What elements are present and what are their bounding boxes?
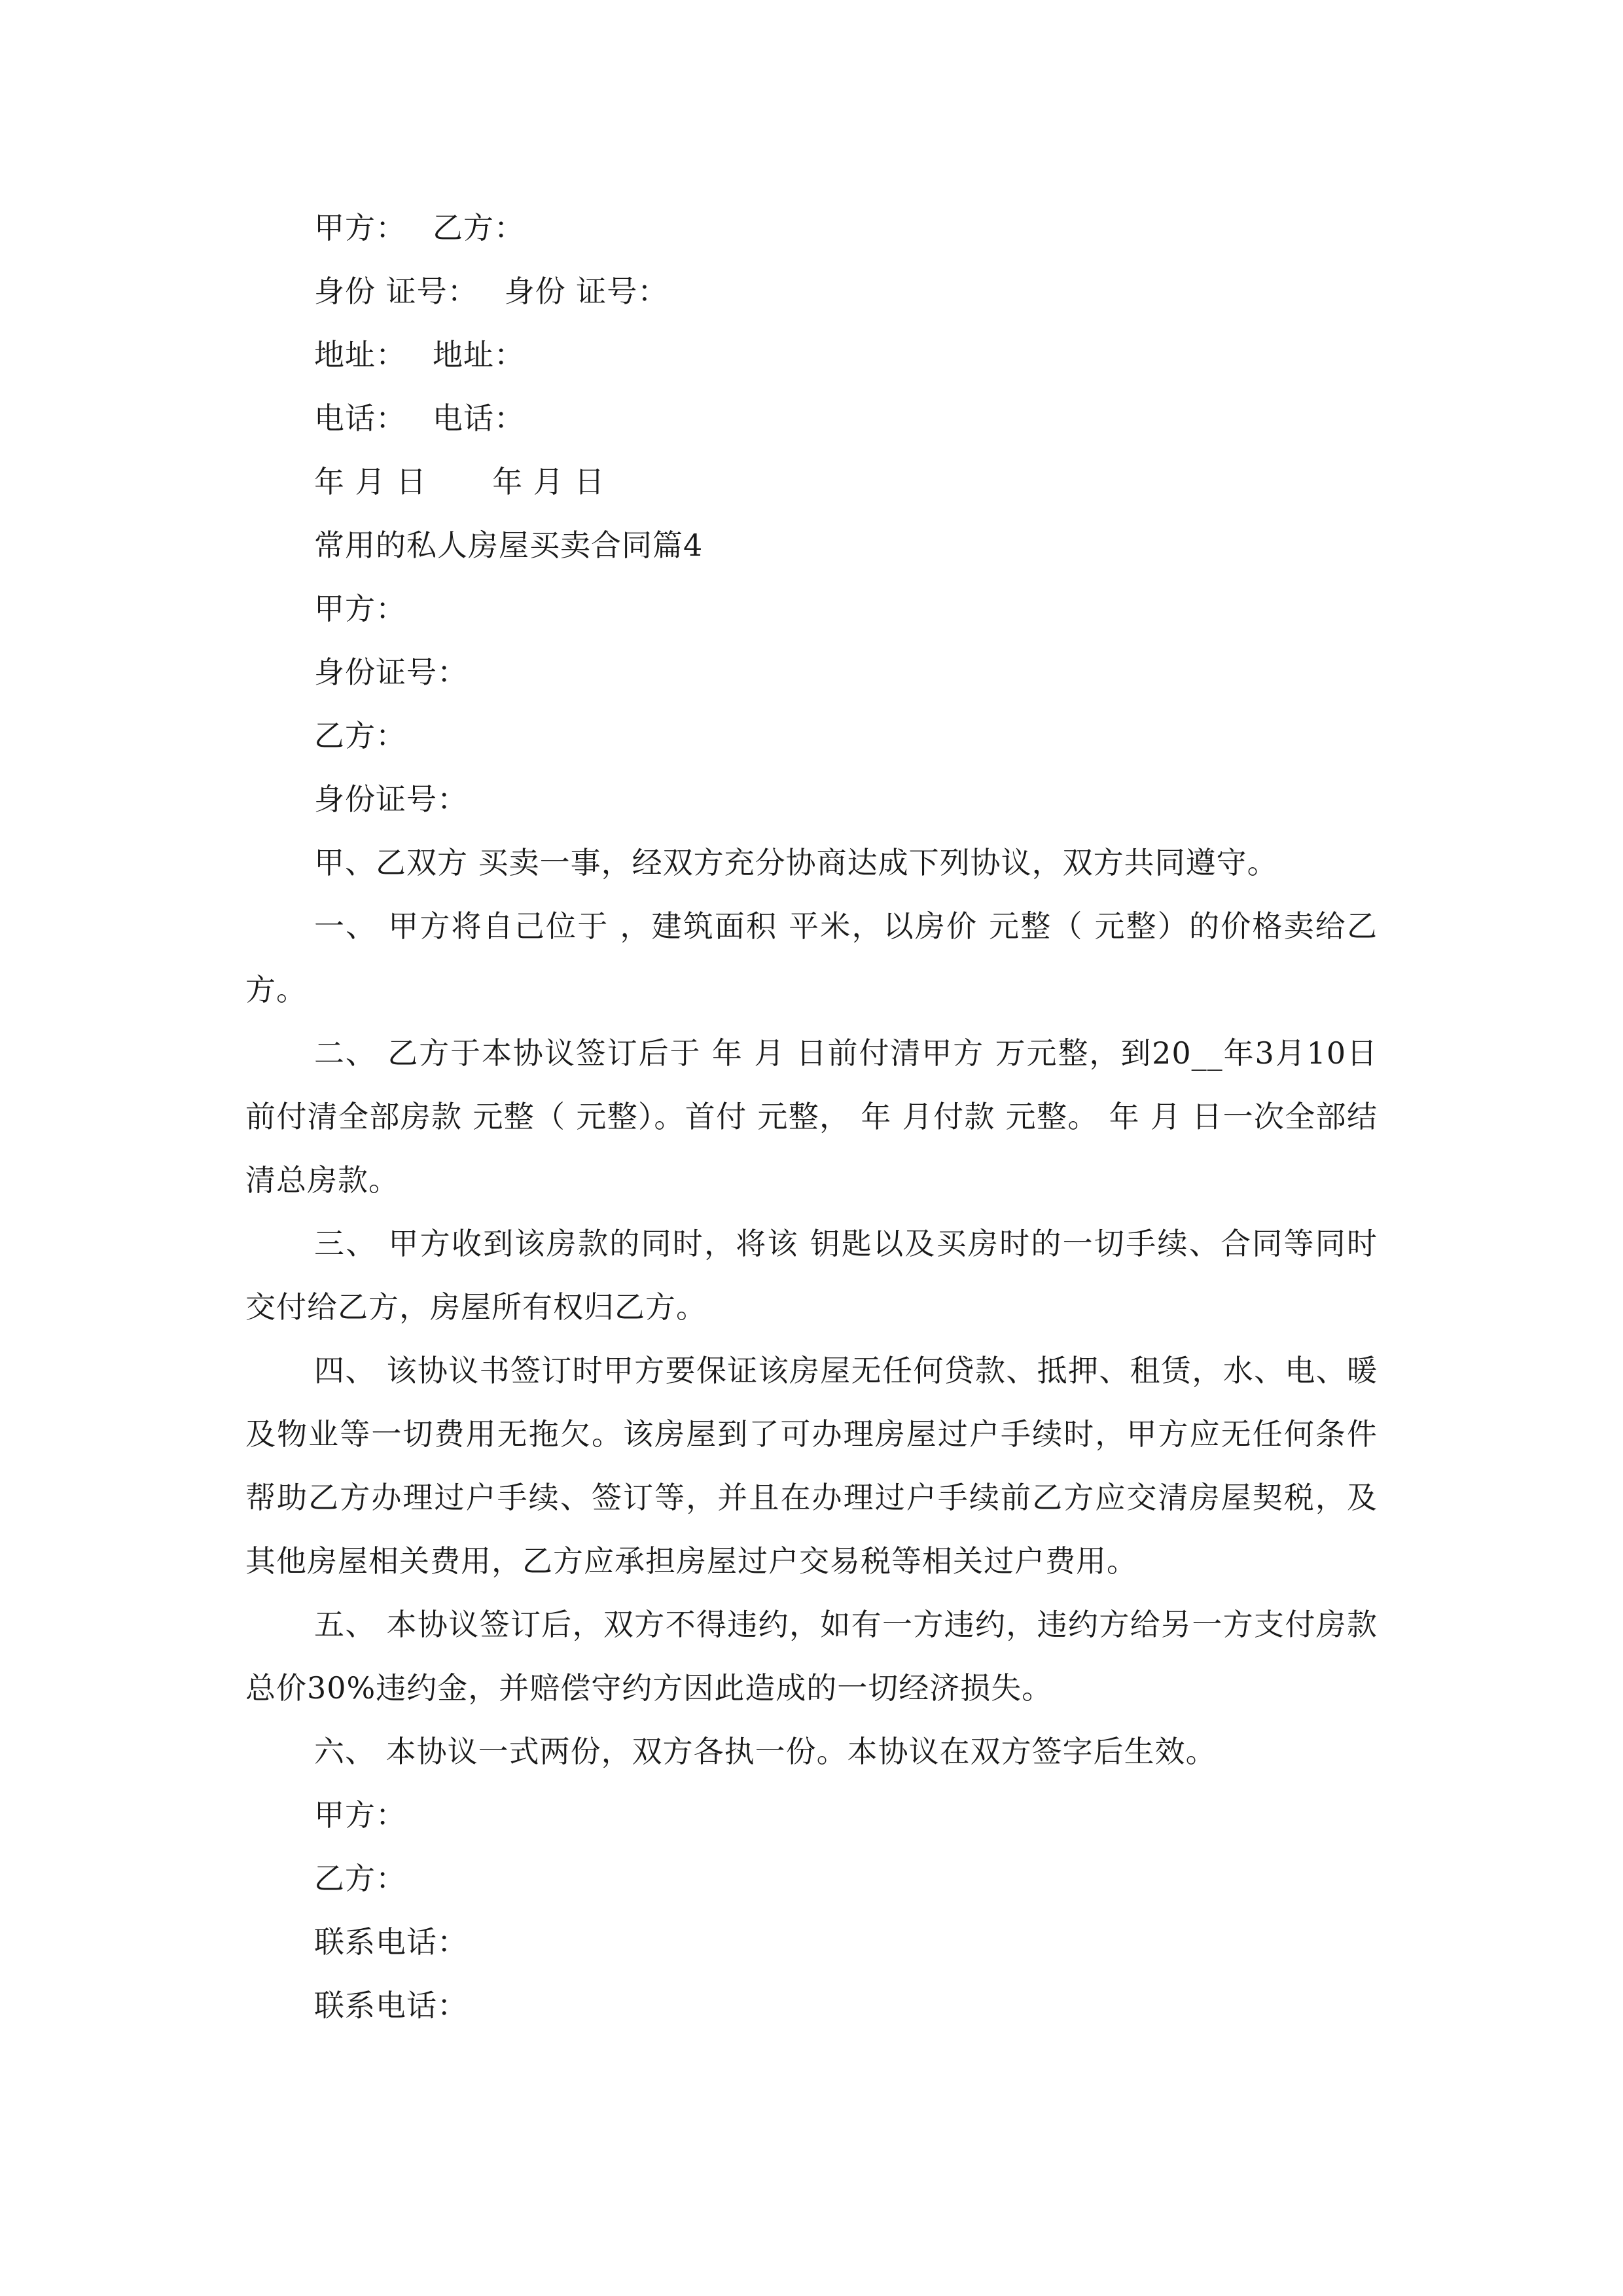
document-body <box>245 196 1378 2037</box>
header-party-b-id: 身份证号： <box>314 781 468 817</box>
party-b-id-label: 身份 证号： <box>504 274 669 309</box>
party-a-date: 年 月 日 <box>314 464 427 499</box>
party-a-id-label: 身份 证号： <box>314 274 478 309</box>
signature-phone-line <box>245 387 1378 450</box>
clause-2: 二、 乙方于本协议签订后于 年 月 日前付清甲方 万元整，到20__年3月10日前付清全部房款 元整（ 元整）。首付 元整， 年 月付款 元整。 年 月 日一次全部结清总房款。 <box>245 1035 1378 1198</box>
party-a-label: 甲方： <box>314 210 406 245</box>
footer-contact-b: 联系电话： <box>314 1988 468 2023</box>
party-b-date: 年 月 日 <box>492 464 605 499</box>
header-party-b: 乙方： <box>314 718 406 753</box>
clause-1: 一、 甲方将自己位于 ，建筑面积 平米，以房价 元整（ 元整）的价格卖给乙方。 <box>245 908 1378 1007</box>
intro-paragraph: 甲、乙双方 买卖一事，经双方充分协商达成下列协议，双方共同遵守。 <box>314 845 1278 880</box>
footer-party-a: 甲方： <box>314 1797 406 1833</box>
party-b-address-label: 地址： <box>433 337 525 372</box>
signature-date-line <box>245 450 1378 514</box>
signature-address-line <box>245 323 1378 387</box>
header-party-a: 甲方： <box>314 591 406 626</box>
party-a-phone-label: 电话： <box>314 401 406 436</box>
footer-contact-a: 联系电话： <box>314 1924 468 1960</box>
section-title: 常用的私人房屋买卖合同篇4 <box>314 528 704 563</box>
clause-5: 五、 本协议签订后，双方不得违约，如有一方违约，违约方给另一方支付房款总价30%违约金，并赔偿守约方因此造成的一切经济损失。 <box>245 1607 1378 1706</box>
clause-4: 四、 该协议书签订时甲方要保证该房屋无任何贷款、抵押、租赁，水、电、暖及物业等一切费用无拖欠。该房屋到了可办理房屋过户手续时，甲方应无任何条件帮助乙方办理过户手续、签订等，并且在办理过户手续前乙方应交清房屋契税，及其他房屋相关费用，乙方应承担房屋过户交易税等相关过户费用。 <box>245 1353 1378 1579</box>
footer-party-b: 乙方： <box>314 1861 406 1896</box>
header-party-a-id: 身份证号： <box>314 655 468 690</box>
signature-id-line <box>245 260 1378 323</box>
clause-3: 三、 甲方收到该房款的同时，将该 钥匙以及买房时的一切手续、合同等同时交付给乙方，房屋所有权归乙方。 <box>245 1226 1378 1325</box>
party-b-label: 乙方： <box>433 210 525 245</box>
clause-6: 六、 本协议一式两份，双方各执一份。本协议在双方签字后生效。 <box>314 1734 1217 1769</box>
signature-party-line <box>245 196 1378 260</box>
party-b-phone-label: 电话： <box>433 401 525 436</box>
party-a-address-label: 地址： <box>314 337 406 372</box>
